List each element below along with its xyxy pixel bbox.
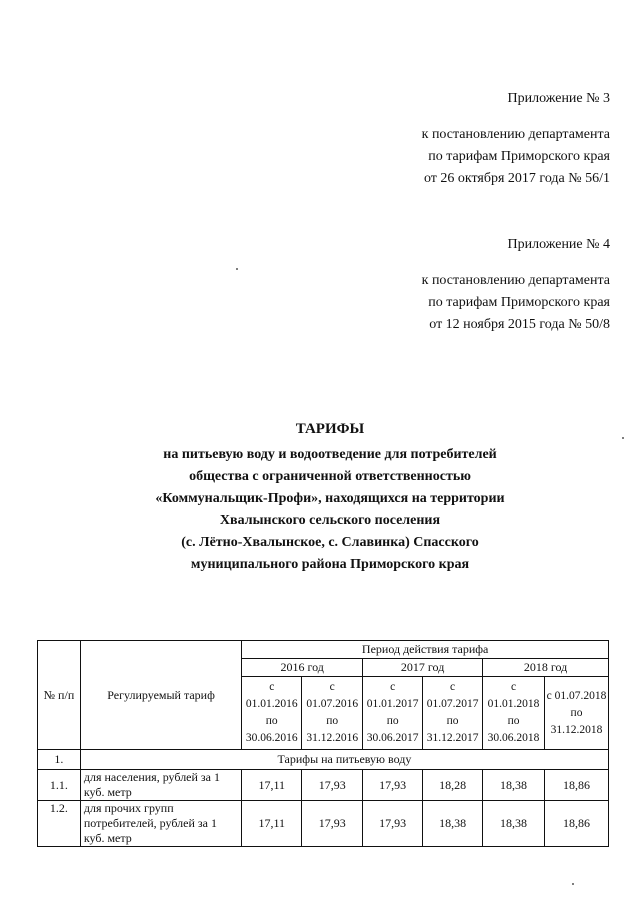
period-from: с 01.07.2016 [306,681,359,710]
tariff-value: 17,93 [302,770,363,801]
year-header-2017: 2017 год [363,659,483,677]
scan-speck [622,437,624,439]
tariff-value: 18,86 [545,770,609,801]
period-from: с 01.07.2017 [426,681,479,710]
heading-line: «Коммунальщик-Профи», находящихся на территории [155,491,505,506]
section-label: Тарифы на питьевую воду [80,750,608,770]
period-header-cell [483,677,545,750]
heading-line: на питьевую воду и водоотведение для потребителей [163,447,497,462]
row-number: 1.2. [38,801,81,847]
row-label: для прочих групп потребителей, рублей за 1 куб. метр [80,801,241,847]
appendix-4-title: Приложение № 4 [507,237,610,252]
table-row [38,801,609,847]
appendix-3-title: Приложение № 3 [507,91,610,106]
period-to-word: по [446,715,459,727]
period-to-word: по [507,715,520,727]
tariff-value: 17,93 [363,801,423,847]
year-header-2018: 2018 год [483,659,609,677]
period-to: 30.06.2017 [366,732,419,744]
period-to: 30.06.2018 [487,732,540,744]
column-header-number: № п/п [38,641,81,750]
period-header-cell [302,677,363,750]
row-number: 1.1. [38,770,81,801]
tariff-value: 17,93 [363,770,423,801]
row-label: для населения, рублей за 1 куб. метр [80,770,241,801]
period-to: 31.12.2017 [426,732,479,744]
period-header-cell [363,677,423,750]
heading-title: ТАРИФЫ [295,421,365,437]
appendix-4-line-3: от 12 ноября 2015 года № 50/8 [429,317,610,332]
tariff-value: 18,38 [483,801,545,847]
period-from: с 01.07.2018 [546,689,607,702]
appendix-3-block [422,88,610,190]
period-to-word: по [326,715,339,727]
appendix-4-block [422,234,610,336]
period-to-word: по [570,706,583,719]
appendix-3-line-2: по тарифам Приморского края [428,149,610,164]
tariff-table [37,640,609,847]
tariff-value: 17,11 [242,770,302,801]
period-from: с 01.01.2018 [487,681,540,710]
appendix-3-line-1: к постановлению департамента [421,127,610,142]
tariff-value: 18,86 [545,801,609,847]
tariff-value: 18,28 [423,770,483,801]
period-header-cell [423,677,483,750]
period-to-word: по [265,715,278,727]
heading-line: Хвалынского сельского поселения [219,513,441,528]
scan-speck [236,268,238,270]
period-to-word: по [386,715,399,727]
document-heading [120,418,540,576]
period-to: 31.12.2016 [306,732,359,744]
tariff-value: 17,93 [302,801,363,847]
period-from: с 01.01.2016 [245,681,298,710]
tariff-value: 18,38 [483,770,545,801]
heading-line: (с. Лётно-Хвалынское, с. Славинка) Спасского [181,535,479,550]
column-header-tariff: Регулируемый тариф [80,641,241,750]
tariff-value: 18,38 [423,801,483,847]
table-row [38,770,609,801]
appendix-4-line-1: к постановлению департамента [421,273,610,288]
appendix-4-line-2: по тарифам Приморского края [428,295,610,310]
period-header-cell [242,677,302,750]
appendix-3-line-3: от 26 октября 2017 года № 56/1 [423,171,610,186]
scan-speck [572,883,574,885]
period-to: 31.12.2018 [550,723,603,736]
year-header-2016: 2016 год [242,659,363,677]
period-header-cell [545,677,609,750]
heading-line: общества с ограниченной ответственностью [189,469,471,484]
period-from: с 01.01.2017 [366,681,419,710]
period-header: Период действия тарифа [242,641,609,659]
section-row [38,750,609,770]
period-to: 30.06.2016 [245,732,298,744]
tariff-value: 17,11 [242,801,302,847]
heading-line: муниципального района Приморского края [190,557,470,572]
section-number: 1. [38,750,81,770]
